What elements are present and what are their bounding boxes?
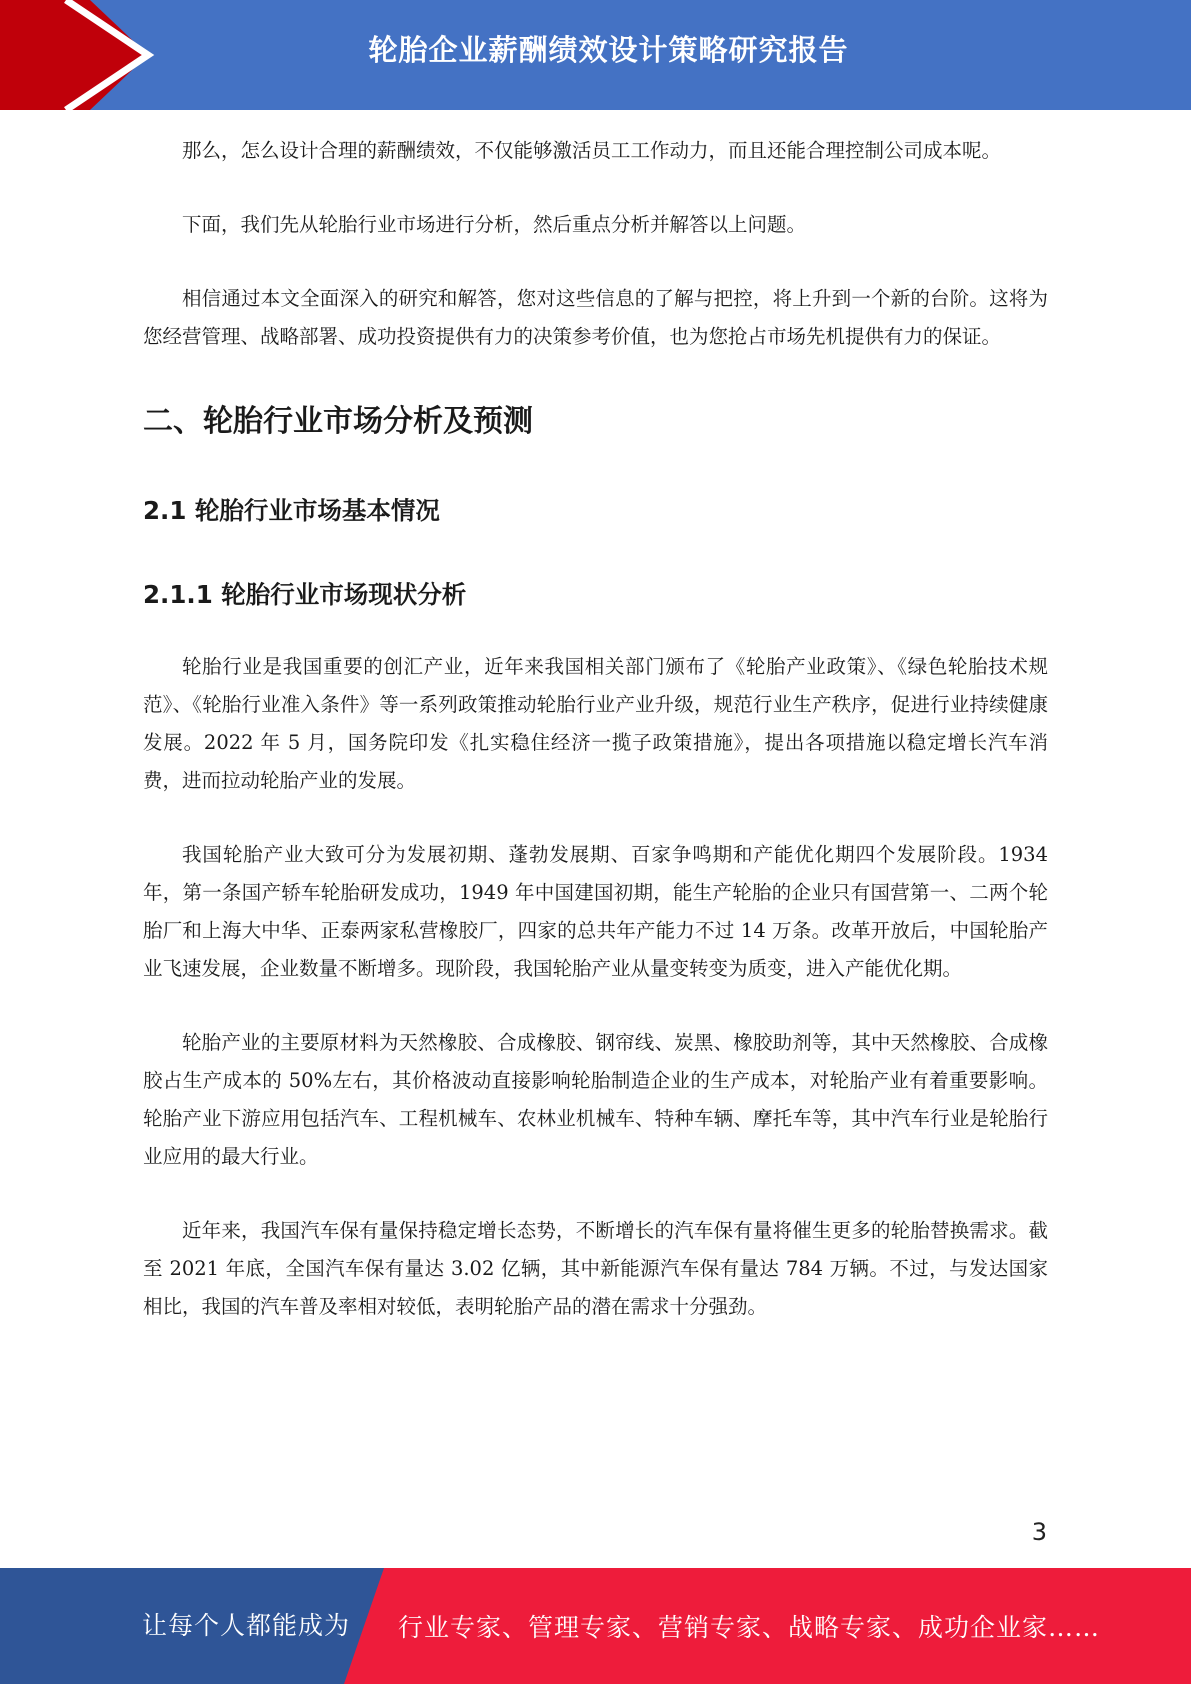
footer-banner [0,1568,1191,1684]
intro-paragraph-2: 下面，我们先从轮胎行业市场进行分析，然后重点分析并解答以上问题。 [182,213,807,236]
body-paragraph-4: 近年来，我国汽车保有量保持稳定增长态势，不断增长的汽车保有量将催生更多的轮胎替换需求。截至 2021 年底，全国汽车保有量达 3.02 亿辆，其中新能源汽车保有量达 784 万辆。不过，与发达国家相比，我国的汽车普及率相对较低，表明轮胎产品的潜在需求十分强劲。 [143,1219,1048,1318]
intro-paragraph-1: 那么，怎么设计合理的薪酬绩效，不仅能够激活员工工作动力，而且还能合理控制公司成本呢。 [182,139,1002,162]
subsubsection-heading: 2.1.1 轮胎行业市场现状分析 [143,580,467,609]
subsection-heading: 2.1 轮胎行业市场基本情况 [143,496,440,525]
page-number: 3 [1031,1518,1047,1546]
footer-slogan-left: 让每个人都能成为 [142,1611,351,1640]
header-banner [0,0,1191,110]
body-paragraph-3: 轮胎产业的主要原材料为天然橡胶、合成橡胶、钢帘线、炭黑、橡胶助剂等，其中天然橡胶、合成橡胶占生产成本的 50%左右，其价格波动直接影响轮胎制造企业的生产成本，对轮胎产业有着重要影响。轮胎产业下游应用包括汽车、工程机械车、农林业机械车、特种车辆、摩托车等，其中汽车行业是轮胎行业应用的最大行业。 [143,1031,1048,1168]
footer-slogan-right: 行业专家、管理专家、营销专家、战略专家、成功企业家…… [398,1613,1101,1642]
page-content [143,132,1048,1362]
section-heading: 二、轮胎行业市场分析及预测 [143,404,533,439]
body-paragraph-1: 轮胎行业是我国重要的创汇产业，近年来我国相关部门颁布了《轮胎产业政策》、《绿色轮胎技术规范》、《轮胎行业准入条件》等一系列政策推动轮胎行业产业升级，规范行业生产秩序，促进行业持续健康发展。2022 年 5 月，国务院印发《扎实稳住经济一揽子政策措施》，提出各项措施以稳定增长汽车消费，进而拉动轮胎产业的发展。 [143,655,1048,792]
report-title: 轮胎企业薪酬绩效设计策略研究报告 [368,33,849,67]
body-paragraph-2: 我国轮胎产业大致可分为发展初期、蓬勃发展期、百家争鸣期和产能优化期四个发展阶段。1934 年，第一条国产轿车轮胎研发成功，1949 年中国建国初期，能生产轮胎的企业只有国营第一、二两个轮胎厂和上海大中华、正泰两家私营橡胶厂，四家的总共年产能力不过 14 万条。改革开放后，中国轮胎产业飞速发展，企业数量不断增多。现阶段，我国轮胎产业从量变转变为质变，进入产能优化期。 [143,843,1048,980]
intro-paragraph-3: 相信通过本文全面深入的研究和解答，您对这些信息的了解与把控，将上升到一个新的台阶。这将为您经营管理、战略部署、成功投资提供有力的决策参考价值，也为您抢占市场先机提供有力的保证。 [143,287,1048,348]
